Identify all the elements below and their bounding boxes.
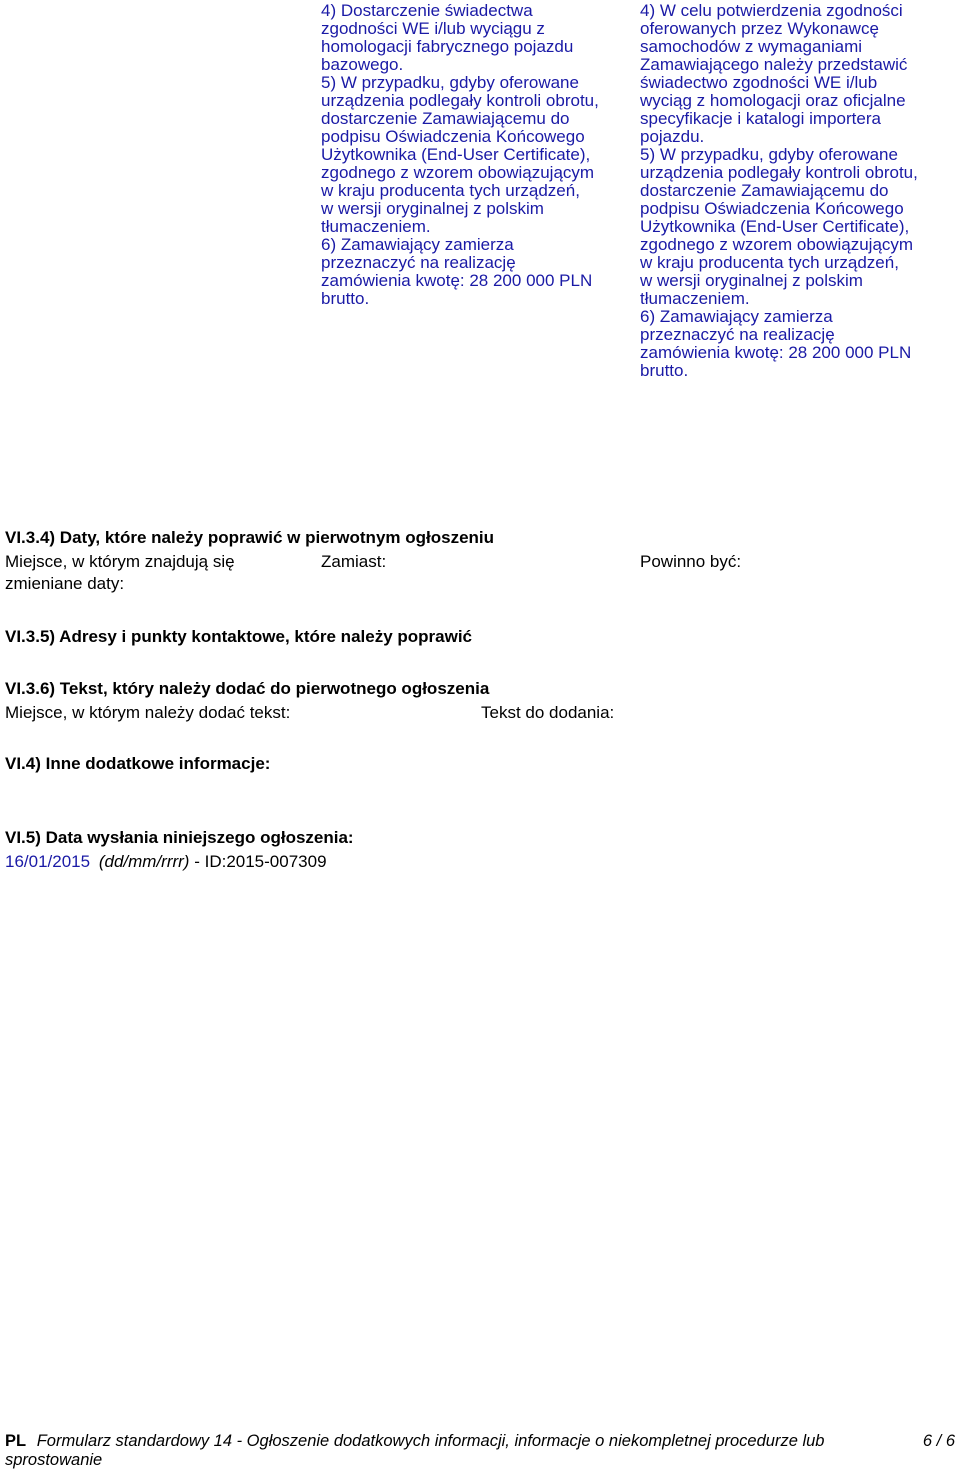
- left-column-line: 5) W przypadku, gdyby oferowane: [321, 73, 579, 92]
- vi34-should-be-label: Powinno być:: [640, 552, 742, 571]
- vi36-place-label: Miejsce, w którym należy dodać tekst:: [5, 703, 291, 722]
- right-column-line: pojazdu.: [640, 127, 705, 146]
- right-column-line: podpisu Oświadczenia Końcowego: [640, 199, 904, 218]
- dispatch-date: 16/01/2015: [5, 852, 91, 871]
- vi5-date-line: [5, 853, 327, 871]
- right-column-line: 5) W przypadku, gdyby oferowane: [640, 145, 898, 164]
- right-column-line: dostarczenie Zamawiającemu do: [640, 181, 889, 200]
- vi34-instead-label: Zamiast:: [321, 552, 387, 571]
- footer-lang: PL: [5, 1432, 27, 1450]
- date-format: (dd/mm/rrrr): [98, 852, 190, 871]
- left-column-line: tłumaczeniem.: [321, 217, 431, 236]
- left-column-line: urządzenia podlegały kontroli obrotu,: [321, 91, 599, 110]
- vi34-place-label-line1: Miejsce, w którym znajdują się: [5, 552, 235, 571]
- left-column-line: 4) Dostarczenie świadectwa: [321, 1, 533, 20]
- left-column-line: podpisu Oświadczenia Końcowego: [321, 127, 585, 146]
- page-footer: [5, 1432, 955, 1470]
- section-vi34-title: VI.3.4) Daty, które należy poprawić w pierwotnym ogłoszeniu: [5, 528, 495, 547]
- left-column-line: brutto.: [321, 289, 370, 308]
- notice-id: - ID:2015-007309: [189, 852, 327, 871]
- left-column-line: bazowego.: [321, 55, 404, 74]
- right-column-line: specyfikacje i katalogi importera: [640, 109, 881, 128]
- right-column-text: [640, 2, 958, 380]
- right-column-line: 4) W celu potwierdzenia zgodności: [640, 1, 903, 20]
- right-column-line: świadectwo zgodności WE i/lub: [640, 73, 878, 92]
- right-column-line: przeznaczyć na realizację: [640, 325, 835, 344]
- left-column-line: homologacji fabrycznego pojazdu: [321, 37, 574, 56]
- vi36-text-label: Tekst do dodania:: [481, 703, 615, 722]
- left-column-line: dostarczenie Zamawiającemu do: [321, 109, 570, 128]
- vi34-place-label: [5, 553, 235, 593]
- right-column-line: oferowanych przez Wykonawcę: [640, 19, 879, 38]
- left-column-line: w kraju producenta tych urządzeń,: [321, 181, 580, 200]
- right-column-line: urządzenia podlegały kontroli obrotu,: [640, 163, 918, 182]
- right-column-line: zamówienia kwotę: 28 200 000 PLN: [640, 343, 912, 362]
- left-column-line: zgodności WE i/lub wyciągu z: [321, 19, 545, 38]
- left-column-line: zamówienia kwotę: 28 200 000 PLN: [321, 271, 593, 290]
- right-column-line: wyciąg z homologacji oraz oficjalne: [640, 91, 906, 110]
- section-vi36-title: VI.3.6) Tekst, który należy dodać do pierwotnego ogłoszenia: [5, 679, 490, 698]
- right-column-line: samochodów z wymaganiami: [640, 37, 863, 56]
- right-column-line: tłumaczeniem.: [640, 289, 750, 308]
- right-column-line: brutto.: [640, 361, 689, 380]
- right-column-line: Zamawiającego należy przedstawić: [640, 55, 908, 74]
- left-column-line: Użytkownika (End-User Certificate),: [321, 145, 591, 164]
- left-column-line: 6) Zamawiający zamierza: [321, 235, 514, 254]
- right-column-line: Użytkownika (End-User Certificate),: [640, 217, 910, 236]
- left-column-line: przeznaczyć na realizację: [321, 253, 516, 272]
- left-column-line: w wersji oryginalnej z polskim: [321, 199, 544, 218]
- section-vi5-title: VI.5) Data wysłania niniejszego ogłoszenia:: [5, 828, 354, 847]
- right-column-line: zgodnego z wzorem obowiązującym: [640, 235, 914, 254]
- footer-form-name: Formularz standardowy 14 - Ogłoszenie dodatkowych informacji, informacje o niekompletnej procedurze lub: [36, 1432, 825, 1450]
- vi34-place-label-line2: zmieniane daty:: [5, 574, 125, 593]
- right-column-line: w wersji oryginalnej z polskim: [640, 271, 863, 290]
- right-column-line: 6) Zamawiający zamierza: [640, 307, 833, 326]
- right-column-line: w kraju producenta tych urządzeń,: [640, 253, 899, 272]
- left-column-text: [321, 2, 637, 308]
- left-column-line: zgodnego z wzorem obowiązującym: [321, 163, 595, 182]
- section-vi4-title: VI.4) Inne dodatkowe informacje:: [5, 754, 271, 773]
- footer-page-number: 6 / 6: [922, 1432, 955, 1450]
- section-vi35-title: VI.3.5) Adresy i punkty kontaktowe, które należy poprawić: [5, 627, 473, 646]
- footer-form-name-cont: sprostowanie: [5, 1451, 103, 1469]
